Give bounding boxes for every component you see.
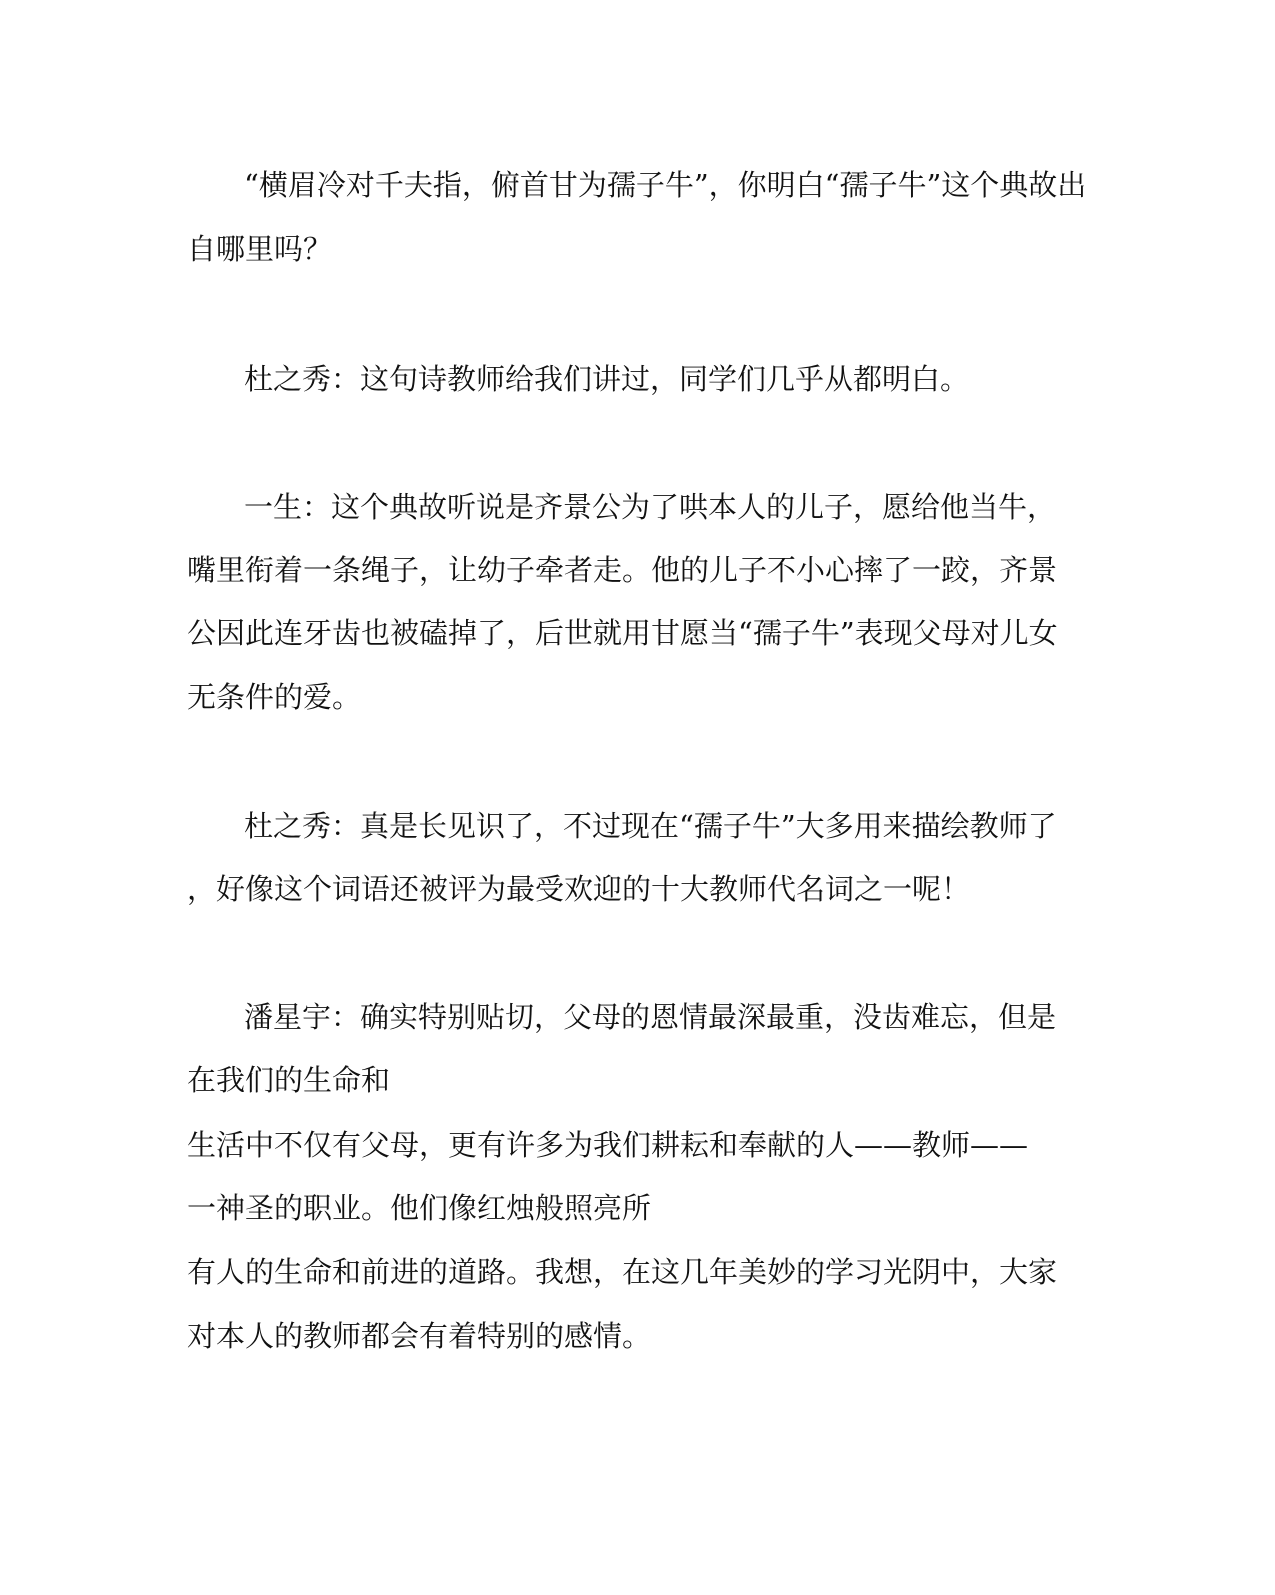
paragraph-5-line-6: 对本人的教师都会有着特别的感情。 (187, 1319, 652, 1353)
paragraph-5-line-3: 生活中不仅有父母，更有许多为我们耕耘和奉献的人——教师—— (187, 1128, 1029, 1162)
paragraph-3-line-3: 公因此连牙齿也被磕掉了，后世就用甘愿当“孺子牛”表现父母对儿女 (187, 616, 1058, 650)
paragraph-3-line-2: 嘴里衔着一条绳子，让幼子牵者走。他的儿子不小心摔了一跤，齐景 (187, 553, 1058, 587)
paragraph-5-line-1: 潘星宇：确实特别贴切，父母的恩情最深最重，没齿难忘，但是 (244, 1000, 1057, 1034)
paragraph-5-line-2: 在我们的生命和 (187, 1063, 391, 1097)
paragraph-5-line-5: 有人的生命和前进的道路。我想，在这几年美妙的学习光阴中，大家 (187, 1255, 1058, 1289)
paragraph-1-line-2: 自哪里吗？ (187, 232, 333, 266)
paragraph-5-line-4: 一神圣的职业。他们像红烛般照亮所 (187, 1191, 652, 1225)
paragraph-2-line-1: 杜之秀：这句诗教师给我们讲过，同学们几乎从都明白。 (244, 362, 970, 396)
paragraph-4-line-1: 杜之秀：真是长见识了，不过现在“孺子牛”大多用来描绘教师了 (244, 809, 1057, 843)
paragraph-3-line-4: 无条件的爱。 (187, 680, 362, 714)
paragraph-4-line-2: ，好像这个词语还被评为最受欢迎的十大教师代名词之一呢！ (187, 872, 971, 906)
paragraph-3-line-1: 一生：这个典故听说是齐景公为了哄本人的儿子，愿给他当牛， (244, 490, 1057, 524)
paragraph-1-line-1: “横眉冷对千夫指，俯首甘为孺子牛”，你明白“孺子牛”这个典故出 (244, 168, 1087, 202)
